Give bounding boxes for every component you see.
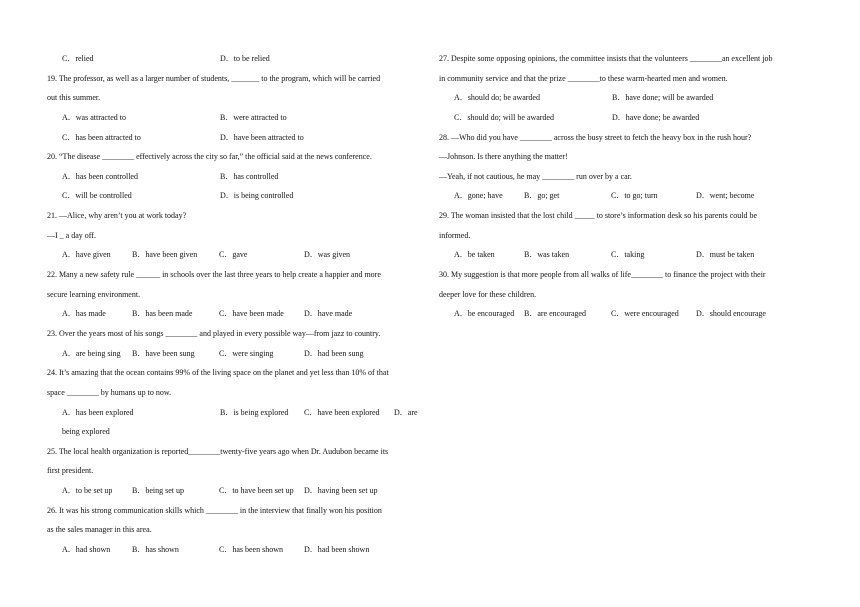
answer-option: D．was given bbox=[304, 250, 350, 260]
answer-option: C．have been explored bbox=[304, 407, 380, 417]
question-text-line: —Johnson. Is there anything the matter! bbox=[439, 152, 568, 162]
question-text-line: 28. —Who did you have ________ across the busy street to fetch the heavy box in the rush hour? bbox=[439, 132, 752, 142]
answer-option: B．have been given bbox=[132, 250, 198, 260]
answer-option: B．being set up bbox=[132, 486, 184, 496]
answer-option: C．should do; will be awarded bbox=[454, 112, 554, 122]
answer-option: A．has been explored bbox=[62, 407, 134, 417]
answer-option: D．have been attracted to bbox=[220, 132, 304, 142]
answer-options-row bbox=[47, 540, 429, 560]
answer-options-row bbox=[47, 481, 429, 501]
answer-option: D．to be relied bbox=[220, 54, 270, 63]
answer-option: C．gave bbox=[219, 250, 248, 260]
answer-option: B．is being explored bbox=[220, 407, 289, 417]
answer-options-row bbox=[439, 88, 819, 108]
question-text-line: 27. Despite some opposing opinions, the committee insists that the volunteers ________an excellent job bbox=[439, 54, 773, 63]
question-text-line: 30. My suggestion is that more people from all walks of life________ to finance the project with their bbox=[439, 270, 766, 280]
answer-option: C．taking bbox=[611, 250, 645, 260]
answer-option: D．is being controlled bbox=[220, 191, 294, 201]
answer-option: D．have made bbox=[304, 309, 353, 319]
answer-option: B．have been sung bbox=[132, 348, 195, 358]
question-text-line: 19. The professor, as well as a larger number of students, _______ to the program, which will be carried bbox=[47, 73, 381, 83]
answer-option: D．should encourage bbox=[696, 309, 766, 319]
answer-option: C．relied bbox=[62, 54, 94, 63]
answer-options-row bbox=[47, 128, 429, 148]
question-text-line: —Yeah, if not cautious, he may ________ run over by a car. bbox=[439, 171, 632, 181]
answer-option: A．be encouraged bbox=[454, 309, 515, 319]
answer-option: C．to go; turn bbox=[611, 191, 658, 201]
question-text-line: —I _ a day off. bbox=[47, 230, 96, 240]
question-text-line: 25. The local health organization is reported________twenty-five years ago when Dr. Audubon became its bbox=[47, 446, 389, 456]
answer-option: B．has been made bbox=[132, 309, 193, 319]
answer-option: C．has been attracted to bbox=[62, 132, 141, 142]
question-text-line: 29. The woman insisted that the lost child _____ to store’s information desk so his parents could be bbox=[439, 211, 758, 221]
answer-option: A．to be set up bbox=[62, 486, 113, 496]
answer-option: B．has controlled bbox=[220, 171, 279, 181]
question-text-line: informed. bbox=[439, 230, 471, 240]
question-text-line: out this summer. bbox=[47, 93, 101, 103]
left-column bbox=[47, 49, 429, 560]
answer-option: C．has been shown bbox=[219, 545, 283, 555]
answer-option: D．had been shown bbox=[304, 545, 370, 555]
answer-option: C．to have been set up bbox=[219, 486, 294, 496]
answer-option: B．have done; will be awarded bbox=[612, 93, 714, 103]
answer-option: A．should do; be awarded bbox=[454, 93, 540, 103]
answer-options-row bbox=[47, 108, 429, 128]
question-text-line: 26. It was his strong communication skills which ________ in the interview that finally won his position bbox=[47, 505, 382, 515]
answer-option: C．will be controlled bbox=[62, 191, 132, 201]
question-text-line: 24. It’s amazing that the ocean contains 99% of the living space on the planet and yet less than 10% of that bbox=[47, 368, 389, 378]
answer-option: C．have been made bbox=[219, 309, 284, 319]
question-text-line: being explored bbox=[62, 427, 110, 437]
answer-option: A．had shown bbox=[62, 545, 111, 555]
answer-option: A．has been controlled bbox=[62, 171, 138, 181]
question-text-line: first president. bbox=[47, 466, 94, 476]
answer-options-row bbox=[47, 186, 429, 206]
answer-options-row bbox=[47, 167, 429, 187]
answer-option: C．were encouraged bbox=[611, 309, 679, 319]
answer-options-row bbox=[47, 49, 429, 69]
answer-options-row bbox=[439, 245, 819, 265]
answer-option: C．were singing bbox=[219, 348, 274, 358]
answer-options-row bbox=[439, 186, 819, 206]
answer-options-row bbox=[439, 304, 819, 324]
question-text-line: 22. Many a new safety rule ______ in schools over the last three years to help create a happier and more bbox=[47, 270, 381, 280]
answer-option: A．have given bbox=[62, 250, 111, 260]
right-column bbox=[439, 49, 819, 324]
answer-options-row bbox=[47, 403, 429, 423]
answer-options-row bbox=[47, 245, 429, 265]
question-text-line: secure learning environment. bbox=[47, 289, 141, 299]
answer-option: D．are bbox=[394, 407, 418, 417]
answer-options-row bbox=[47, 344, 429, 364]
question-text-line: in community service and that the prize ________to these warm-hearted men and women. bbox=[439, 73, 728, 83]
answer-options-row bbox=[439, 108, 819, 128]
question-text-line: 21. —Alice, why aren’t you at work today? bbox=[47, 211, 187, 221]
question-text-line: space ________ by humans up to now. bbox=[47, 387, 172, 397]
answer-option: B．go; get bbox=[524, 191, 560, 201]
answer-option: A．has made bbox=[62, 309, 106, 319]
answer-option: B．are encouraged bbox=[524, 309, 586, 319]
question-text-line: 23. Over the years most of his songs ________ and played in every possible way—from jazz to country. bbox=[47, 328, 381, 338]
answer-option: D．had been sung bbox=[304, 348, 364, 358]
answer-option: A．be taken bbox=[454, 250, 495, 260]
question-text-line: deeper love for these children. bbox=[439, 289, 537, 299]
answer-option: D．went; become bbox=[696, 191, 755, 201]
answer-option: D．have done; be awarded bbox=[612, 112, 700, 122]
answer-option: A．was attracted to bbox=[62, 112, 126, 122]
answer-options-row bbox=[47, 304, 429, 324]
answer-option: D．must be taken bbox=[696, 250, 755, 260]
answer-option: A．gone; have bbox=[454, 191, 503, 201]
answer-option: B．has shown bbox=[132, 545, 179, 555]
answer-option: A．are being sing bbox=[62, 348, 121, 358]
question-text-line: 20. “The disease ________ effectively across the city so far,” the official said at the news conference. bbox=[47, 152, 372, 162]
answer-option: D．having been set up bbox=[304, 486, 378, 496]
answer-option: B．were attracted to bbox=[220, 112, 287, 122]
question-text-line: as the sales manager in this area. bbox=[47, 525, 152, 535]
answer-option: B．was taken bbox=[524, 250, 570, 260]
